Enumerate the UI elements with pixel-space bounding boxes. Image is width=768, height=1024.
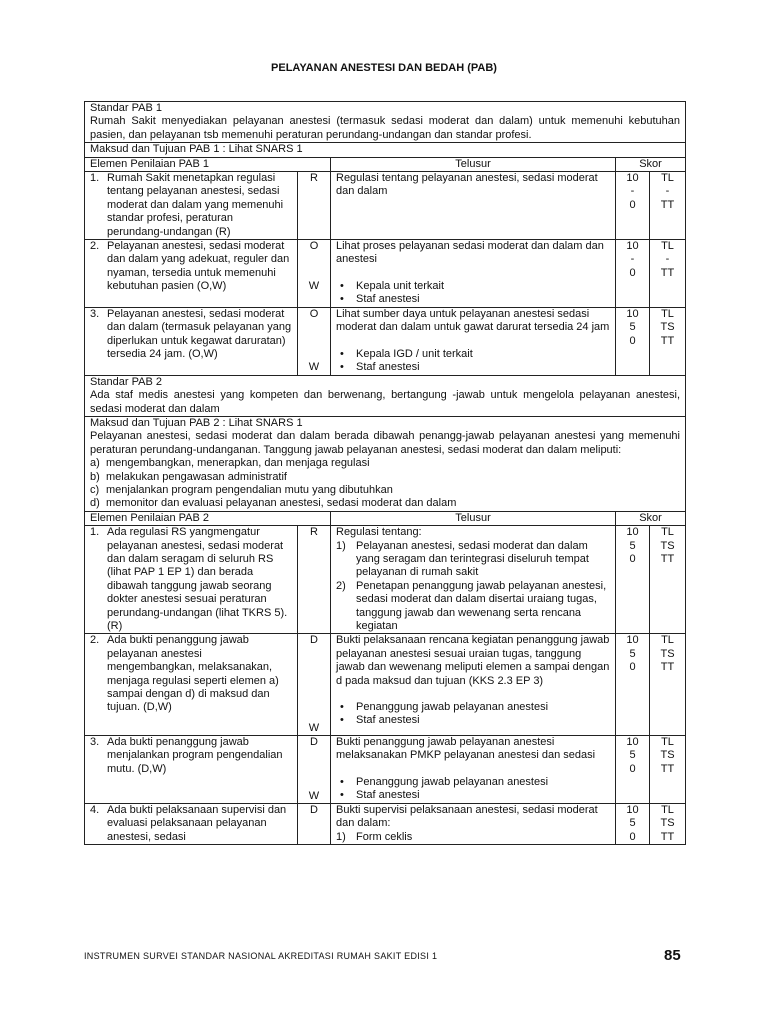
bullet-text: Kepala unit terkait (356, 279, 445, 292)
column-header-label: Telusur (455, 511, 491, 524)
column-header-element (85, 157, 331, 171)
score-value: 10 (626, 240, 639, 253)
column-header-label: Skor (639, 157, 662, 170)
grade-value: - (665, 185, 670, 198)
page-title: PELAYANAN ANESTESI DAN BEDAH (PAB) (271, 62, 497, 74)
standard-label: Standar PAB 2 (90, 375, 162, 388)
assessment-row (85, 735, 686, 803)
grade-value: TT (660, 762, 675, 775)
grade-value: TL (661, 803, 674, 816)
method-code: W (308, 789, 320, 802)
method-cell (298, 307, 331, 375)
bullet-icon: • (340, 775, 344, 788)
method-cell (298, 172, 331, 240)
method-cell (298, 526, 331, 634)
bullet-icon: • (340, 360, 344, 373)
list-marker: c) (90, 483, 100, 496)
grade-value: TL (661, 172, 674, 185)
score-value: 10 (626, 307, 639, 320)
score-value: 10 (626, 634, 639, 647)
grade-value: TL (661, 735, 674, 748)
bullet-text: Staf anestesi (356, 360, 420, 373)
purpose-pab2 (85, 416, 686, 511)
grade-cell (650, 526, 686, 634)
grade-cell (650, 803, 686, 844)
grade-value: TT (660, 266, 675, 279)
grade-value: TS (660, 749, 675, 762)
assessment-row (85, 240, 686, 308)
element-cell (85, 307, 298, 375)
page-number: 85 (664, 947, 681, 964)
score-value: 10 (626, 735, 639, 748)
list-marker: b) (90, 470, 100, 483)
trace-text: Bukti supervisi pelaksanaan anestesi, sedasi moderat dan dalam: (336, 803, 598, 830)
bullet-icon: • (340, 789, 344, 802)
item-number: 3. (90, 307, 100, 320)
score-value: 0 (629, 661, 636, 674)
method-code: D (310, 803, 318, 816)
score-cell (616, 172, 650, 240)
column-header-trace (331, 511, 616, 525)
trace-cell (331, 172, 616, 240)
column-header-row (85, 157, 686, 171)
standard-pab1 (85, 102, 686, 143)
method-code: D (310, 634, 318, 647)
item-number: 3. (90, 735, 100, 748)
score-value: 5 (629, 647, 636, 660)
grade-value: TS (660, 647, 675, 660)
purpose-list-item (90, 457, 680, 470)
assessment-row (85, 634, 686, 736)
element-text: Ada bukti penanggung jawab menjalankan program pengendalian mutu. (D,W) (107, 735, 283, 775)
score-value: 10 (626, 172, 639, 185)
method-code: D (310, 735, 318, 748)
sub-text: Penetapan penanggung jawab pelayanan anestesi, sedasi moderat dan dalam disertai uraiang tugas, tanggung jawab dan wewenang serta rencana kegiatan (356, 579, 607, 632)
trace-cell (331, 735, 616, 803)
score-value: 5 (629, 749, 636, 762)
score-value: 5 (629, 817, 636, 830)
bullet-text: Staf anestesi (356, 789, 420, 802)
trace-text: Regulasi tentang pelayanan anestesi, sedasi moderat dan dalam (336, 172, 598, 198)
assessment-row (85, 803, 686, 844)
trace-cell (331, 240, 616, 308)
method-code: W (308, 280, 320, 293)
item-number: 1. (90, 526, 100, 539)
list-marker: a) (90, 457, 100, 470)
sub-number: 1) (336, 539, 346, 552)
column-header-label: Elemen Penilaian PAB 1 (90, 157, 210, 170)
purpose-label: Maksud dan Tujuan PAB 2 : Lihat SNARS 1 (90, 416, 303, 429)
grade-value: - (665, 253, 670, 266)
trace-text: Regulasi tentang: (336, 526, 422, 539)
element-cell (85, 803, 298, 844)
trace-text: Bukti penanggung jawab pelayanan anestesi melaksanakan PMKP pelayanan anestesi dan sedasi (336, 735, 596, 762)
method-cell (298, 803, 331, 844)
score-value: - (630, 253, 635, 266)
grade-cell (650, 307, 686, 375)
grade-cell (650, 634, 686, 736)
sub-text: Form ceklis (356, 830, 413, 843)
purpose-pab1 (85, 143, 686, 157)
sub-number: 2) (336, 579, 346, 592)
bullet-icon: • (340, 279, 344, 292)
grade-value: TT (660, 198, 675, 211)
bullet-icon: • (340, 701, 344, 714)
element-cell (85, 172, 298, 240)
trace-cell (331, 526, 616, 634)
trace-cell (331, 634, 616, 736)
bullet-text: Staf anestesi (356, 714, 420, 727)
column-header-score (616, 157, 686, 171)
standard-pab2 (85, 375, 686, 416)
bullet-text: Staf anestesi (356, 293, 420, 306)
assessment-row (85, 307, 686, 375)
assessment-table (84, 101, 686, 845)
element-text: Pelayanan anestesi, sedasi moderat dan dalam yang adekuat, reguler dan nyaman, tersedia untuk memenuhi kebutuhan pasien (O,W) (107, 240, 290, 293)
element-text: Ada bukti penanggung jawab pelayanan anestesi mengembangkan, melaksanakan, menjaga regulasi seperti elemen a) sampai dengan d) di maksud dan tujuan. (D,W) (107, 634, 279, 714)
item-number: 2. (90, 240, 100, 253)
item-number: 4. (90, 803, 100, 816)
column-header-row (85, 511, 686, 525)
method-code: W (308, 361, 320, 374)
standard-label: Standar PAB 1 (90, 102, 162, 114)
score-value: 0 (629, 198, 636, 211)
list-text: mengembangkan, menerapkan, dan menjaga regulasi (106, 457, 370, 470)
column-header-label: Elemen Penilaian PAB 2 (90, 511, 210, 524)
method-code: R (310, 172, 318, 185)
trace-text: Lihat sumber daya untuk pelayanan anestesi sedasi moderat dan dalam untuk gawat darurat tersedia 24 jam (336, 307, 610, 334)
grade-value: TT (660, 552, 675, 565)
grade-cell (650, 240, 686, 308)
trace-cell (331, 803, 616, 844)
score-value: 0 (629, 334, 636, 347)
score-value: - (630, 185, 635, 198)
grade-cell (650, 735, 686, 803)
score-value: 5 (629, 321, 636, 334)
list-text: menjalankan program pengendalian mutu yang dibutuhkan (106, 483, 393, 496)
column-header-label: Telusur (455, 157, 491, 170)
method-code: R (310, 526, 318, 539)
method-code: O (309, 307, 319, 320)
purpose-text: Pelayanan anestesi, sedasi moderat dan dalam berada dibawah penangg-jawab pelayanan anestesi yang memenuhi peraturan perundang-undanganan. Tanggung jawab pelayanan anestesi, sedasi moderat dan dalam meliputi: (90, 430, 680, 456)
score-value: 10 (626, 803, 639, 816)
grade-value: TL (661, 307, 674, 320)
standard-text: Rumah Sakit menyediakan pelayanan anestesi (termasuk sedasi moderat dan dalam) untuk memenuhi kebutuhan pasien, dan pelayanan tsb memenuhi peraturan perundang-undangan dan standar profesi. (90, 115, 680, 141)
grade-value: TS (660, 539, 675, 552)
purpose-label: Maksud dan Tujuan PAB 1 : Lihat SNARS 1 (90, 143, 303, 156)
column-header-trace (331, 157, 616, 171)
column-header-label: Skor (639, 511, 662, 524)
method-cell (298, 735, 331, 803)
bullet-icon: • (340, 347, 344, 360)
score-cell (616, 803, 650, 844)
bullet-text: Kepala IGD / unit terkait (356, 347, 473, 360)
score-value: 0 (629, 762, 636, 775)
bullet-text: Penanggung jawab pelayanan anestesi (356, 701, 549, 714)
assessment-row (85, 526, 686, 634)
score-value: 0 (629, 266, 636, 279)
bullet-icon: • (340, 714, 344, 727)
grade-value: TL (661, 240, 674, 253)
item-number: 2. (90, 634, 100, 647)
element-text: Ada bukti pelaksanaan supervisi dan evaluasi pelaksanaan pelayanan anestesi, sedasi (107, 803, 287, 843)
method-code: W (308, 721, 320, 734)
score-value: 0 (629, 552, 636, 565)
element-cell (85, 735, 298, 803)
trace-text: Bukti pelaksanaan rencana kegiatan penanggung jawab pelayanan anestesi sesuai uraian tugas, tanggung jawab dan wewenang meliputi elemen a sampai dengan d pada maksud dan tujuan (KKS 2.3 EP 3) (336, 634, 610, 687)
footer-text: INSTRUMEN SURVEI STANDAR NASIONAL AKREDITASI RUMAH SAKIT EDISI 1 (84, 951, 438, 961)
assessment-row (85, 172, 686, 240)
method-cell (298, 634, 331, 736)
score-cell (616, 735, 650, 803)
grade-value: TL (661, 526, 674, 539)
grade-value: TT (660, 334, 675, 347)
score-cell (616, 634, 650, 736)
grade-value: TL (661, 634, 674, 647)
trace-text: Lihat proses pelayanan sedasi moderat dan dalam dan anestesi (336, 240, 604, 266)
standard-text: Ada staf medis anestesi yang kompeten dan berwenang, bertangung -jawab untuk mengelola pelayanan anestesi, sedasi moderat dan dalam (90, 389, 680, 415)
element-text: Pelayanan anestesi, sedasi moderat dan dalam (termasuk pelayanan yang diperlukan untuk kegawat daruratan) tersedia 24 jam. (O,W) (107, 307, 292, 360)
list-text: memonitor dan evaluasi pelayanan anestesi, sedasi moderat dan dalam (106, 497, 457, 510)
score-cell (616, 526, 650, 634)
element-cell (85, 526, 298, 634)
grade-cell (650, 172, 686, 240)
score-value: 10 (626, 526, 639, 539)
element-text: Rumah Sakit menetapkan regulasi tentang pelayanan anestesi, sedasi moderat dan dalam yang memenuhi standar profesi, peraturan perundang-undangan (R) (107, 172, 284, 238)
element-cell (85, 240, 298, 308)
list-text: melakukan pengawasan administratif (106, 470, 287, 483)
score-value: 0 (629, 830, 636, 843)
bullet-icon: • (340, 293, 344, 306)
bullet-text: Penanggung jawab pelayanan anestesi (356, 775, 549, 788)
sub-text: Pelayanan anestesi, sedasi moderat dan dalam yang seragam dan terintegrasi diseluruh tempat pelayanan di rumah sakit (356, 539, 589, 579)
item-number: 1. (90, 172, 100, 185)
method-cell (298, 240, 331, 308)
purpose-list-item (90, 471, 680, 484)
column-header-score (616, 511, 686, 525)
score-cell (616, 240, 650, 308)
purpose-list-item (90, 484, 680, 497)
element-text: Ada regulasi RS yangmengatur pelayanan anestesi, sedasi moderat dan dalam seragam di seluruh RS (lihat PAP 1 EP 1) dan berada dibawah tanggung jawab seorang dokter anestesi sesuai peraturan perundang-undangan (lihat TKRS 5). (R) (107, 526, 288, 632)
grade-value: TS (660, 817, 675, 830)
grade-value: TT (660, 830, 675, 843)
score-value: 5 (629, 539, 636, 552)
trace-cell (331, 307, 616, 375)
grade-value: TS (660, 321, 675, 334)
column-header-element (85, 511, 331, 525)
method-code: O (309, 240, 319, 253)
purpose-list-item (90, 497, 680, 510)
element-cell (85, 634, 298, 736)
score-cell (616, 307, 650, 375)
grade-value: TT (660, 661, 675, 674)
list-marker: d) (90, 497, 100, 510)
sub-number: 1) (336, 830, 346, 843)
